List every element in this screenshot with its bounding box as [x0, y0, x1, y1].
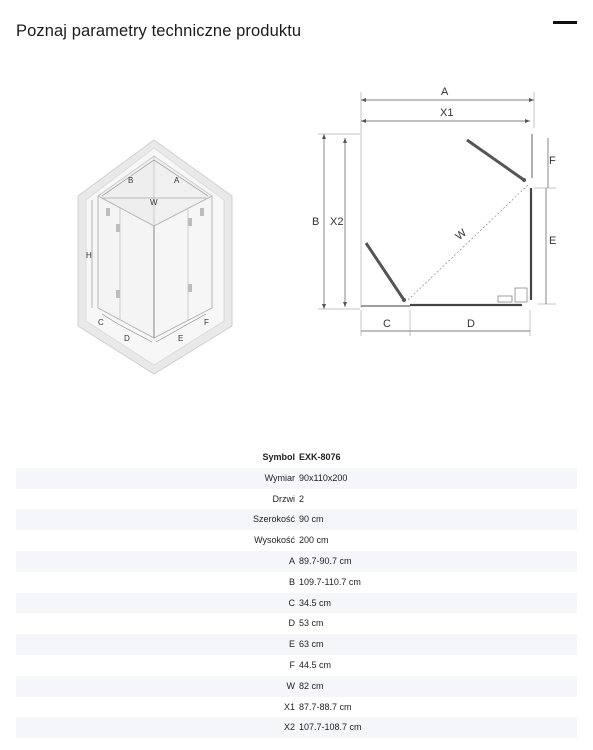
- plan-drawing: [300, 78, 557, 340]
- plan-label-x1: X1: [440, 107, 454, 119]
- spec-key: Wymiar: [16, 468, 299, 489]
- spec-value: EXK-8076: [299, 452, 341, 462]
- spec-key: W: [16, 676, 299, 697]
- page-title: Poznaj parametry techniczne produktu: [16, 22, 302, 40]
- spec-value: 90 cm: [299, 509, 577, 530]
- table-row: [16, 447, 577, 468]
- spec-key: C: [16, 593, 299, 614]
- spec-key: Wysokość: [254, 535, 295, 546]
- spec-value: 200 cm: [299, 535, 329, 546]
- table-row: [16, 489, 577, 510]
- spec-key: D: [288, 618, 295, 629]
- plan-label-b: B: [312, 216, 320, 228]
- spec-value: 87.7-88.7 cm: [299, 701, 352, 712]
- spec-value: 107.7-108.7 cm: [299, 717, 577, 738]
- iso-label-c: C: [98, 318, 104, 327]
- spec-value: 89.7-90.7 cm: [299, 551, 577, 572]
- isometric-drawing: [72, 138, 242, 378]
- plan-label-a: A: [441, 86, 449, 98]
- spec-value: 34.5 cm: [299, 593, 577, 614]
- iso-label-e: E: [178, 334, 184, 343]
- spec-value: 2: [299, 493, 305, 504]
- table-row: [16, 551, 577, 572]
- spec-value: 90x110x200: [299, 468, 577, 489]
- table-row: [16, 634, 577, 655]
- spec-key: F: [289, 659, 295, 670]
- iso-label-f: F: [204, 318, 209, 327]
- table-row: [16, 530, 577, 551]
- table-row: [16, 593, 577, 614]
- table-row: [16, 676, 577, 697]
- spec-key: A: [16, 551, 299, 572]
- plan-label-e: E: [549, 235, 557, 247]
- iso-label-b: B: [128, 176, 134, 185]
- table-row: [16, 509, 577, 530]
- spec-key: Symbol: [262, 452, 295, 462]
- iso-label-w: W: [150, 198, 158, 207]
- table-row: [16, 468, 577, 489]
- spec-key: E: [16, 634, 299, 655]
- spec-key: Drzwi: [272, 493, 295, 504]
- spec-value: 53 cm: [299, 618, 324, 629]
- iso-label-a: A: [174, 176, 180, 185]
- table-row: [16, 613, 577, 634]
- plan-label-c: C: [383, 318, 391, 330]
- table-row: [16, 717, 577, 738]
- table-row: [16, 572, 577, 593]
- menu-icon[interactable]: [553, 21, 577, 24]
- plan-label-w: W: [453, 226, 469, 243]
- iso-label-h: H: [86, 251, 92, 260]
- spec-key: B: [288, 576, 295, 587]
- plan-label-d: D: [467, 318, 475, 330]
- spec-value: 109.7-110.7 cm: [299, 576, 361, 587]
- spec-key: Szerokość: [16, 509, 299, 530]
- plan-label-x2: X2: [330, 216, 344, 228]
- table-row: [16, 655, 577, 676]
- plan-label-f: F: [549, 155, 556, 167]
- spec-key: X1: [283, 701, 295, 712]
- table-row: [16, 697, 577, 718]
- iso-label-d: D: [124, 334, 130, 343]
- spec-key: X2: [16, 717, 299, 738]
- spec-value: 44.5 cm: [299, 659, 332, 670]
- spec-value: 82 cm: [299, 676, 577, 697]
- spec-value: 63 cm: [299, 634, 577, 655]
- specs-table: [16, 447, 577, 738]
